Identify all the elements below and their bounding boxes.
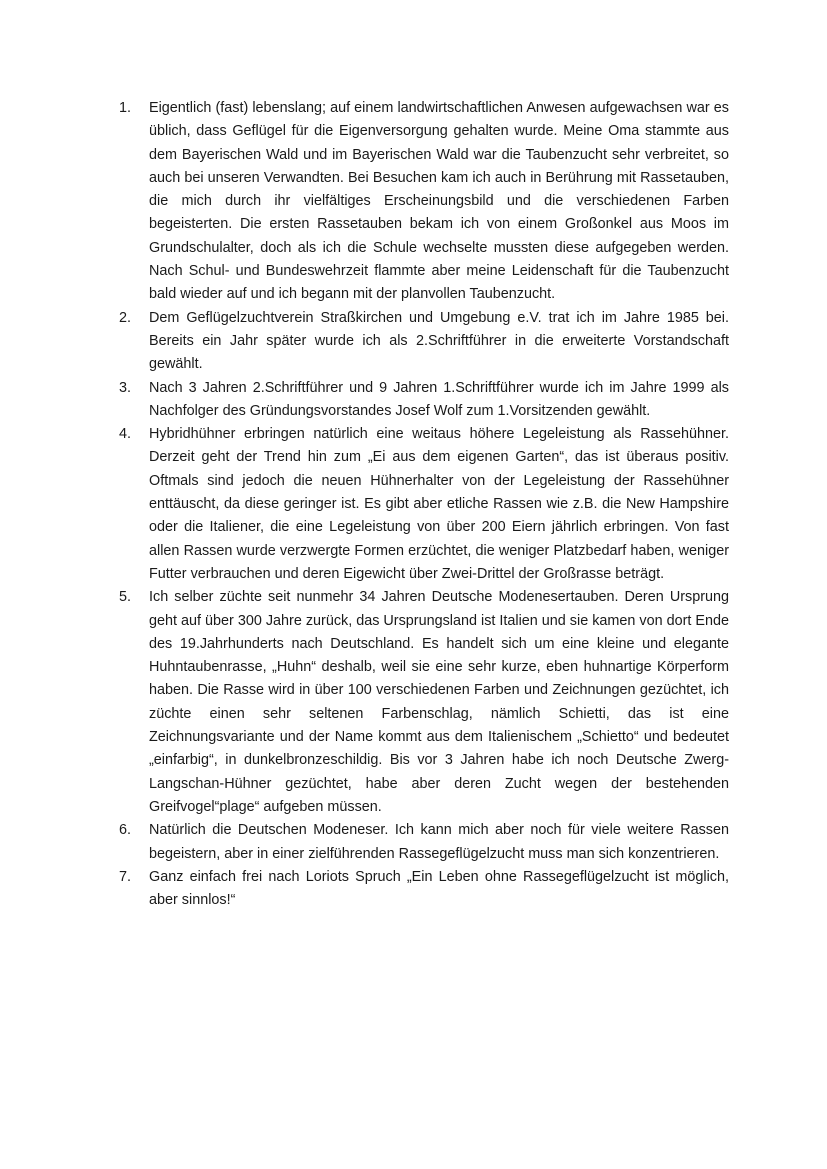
list-item [119, 377, 729, 424]
list-item-number: 2. [119, 309, 132, 326]
list-item [119, 307, 729, 377]
list-item-text: Nach 3 Jahren 2.Schriftführer und 9 Jahren 1.Schriftführer wurde ich im Jahre 1999 als Nachfolger des Gründungsvorstandes Josef Wolf zum 1.Vorsitzenden gewählt. [149, 379, 729, 419]
list-item [119, 586, 729, 819]
list-item-text: Ganz einfach frei nach Loriots Spruch „Ein Leben ohne Rassegeflügelzucht ist möglich, aber sinnlos!“ [149, 868, 729, 909]
list-item [119, 866, 729, 913]
list-item-number: 4. [119, 426, 132, 443]
list-item-text: Ich selber züchte seit nunmehr 34 Jahren Deutsche Modenesertauben. Deren Ursprung geht auf über 300 Jahre zurück, das Ursprungsland ist Italien und sie kamen von dort Ende des 19.Jahrhunderts nach Deutschland. Es handelt sich um eine kleine und elegante Huhntaubenrasse, „Huhn“ deshalb, weil sie eine sehr kurze, eben huhnartige Körperform haben. Die Rasse wird in über 100 verschiedenen Farben und Zeichnungen gezüchtet, ich züchte einen sehr seltenen Farbenschlag, nämlich Schietti, das ist eine Zeichnungsvariante und der Name kommt aus dem Italienischem „Schietto“ und bedeutet „einfarbig“, in dunkelbronzeschildig. Bis vor 3 Jahren habe ich noch Deutsche Zwerg-Langschan-Hühner gezüchtet, habe aber deren Zucht wegen der bestehenden Greifvogel“plage“ aufgeben müssen. [149, 589, 729, 815]
list-item-number: 1. [119, 100, 132, 116]
list-item-number: 7. [119, 868, 132, 885]
list-item-number: 6. [119, 822, 132, 839]
list-item-number: 3. [119, 379, 132, 396]
list-item-text: Hybridhühner erbringen natürlich eine weitaus höhere Legeleistung als Rassehühner. Derzeit geht der Trend hin zum „Ei aus dem eigenen Garten“, das ist überaus positiv. Oftmals sind jedoch die neuen Hühnerhalter von der Legeleistung der Rassehühner enttäuscht, da diese geringer ist. Es gibt aber etliche Rassen wie z.B. die New Hampshire oder die Italiener, die eine Legeleistung von über 200 Eiern jährlich erbringen. Von fast allen Rassen wurde verzwergte Formen erzüchtet, die weniger Platzbedarf haben, weniger Futter verbrauchen und deren Eigewicht über Zwei-Drittel der Großrasse beträgt. [149, 426, 729, 582]
numbered-list [119, 97, 729, 912]
list-item [119, 97, 729, 307]
list-item [119, 423, 729, 586]
list-item-text: Dem Geflügelzuchtverein Straßkirchen und Umgebung e.V. trat ich im Jahre 1985 bei. Bereits ein Jahr später wurde ich als 2.Schriftführer in die erweiterte Vorstandschaft gewählt. [149, 309, 729, 373]
list-item [119, 819, 729, 866]
list-item-text: Natürlich die Deutschen Modeneser. Ich kann mich aber noch für viele weitere Rassen begeistern, aber in einer zielführenden Rassegeflügelzucht muss man sich konzentrieren. [149, 822, 729, 862]
list-item-text: Eigentlich (fast) lebenslang; auf einem landwirtschaftlichen Anwesen aufgewachsen war es üblich, dass Geflügel für die Eigenversorgung gehalten wurde. Meine Oma stammte aus dem Bayerischen Wald und im Bayerischen Wald war die Taubenzucht sehr verbreitet, so auch bei unseren Verwandten. Bei Besuchen kam ich auch in Berührung mit Rassetauben, die mich durch ihr vielfältiges Erscheinungsbild und die verschiedenen Farben begeisterten. Die ersten Rassetauben bekam ich von einem Großonkel aus Moos im Grundschulalter, doch als ich die Schule wechselte mussten diese aufgegeben werden. Nach Schul- und Bundeswehrzeit flammte aber meine Leidenschaft für die Taubenzucht bald wieder auf und ich begann mit der planvollen Taubenzucht. [149, 100, 729, 303]
list-item-number: 5. [119, 589, 132, 606]
